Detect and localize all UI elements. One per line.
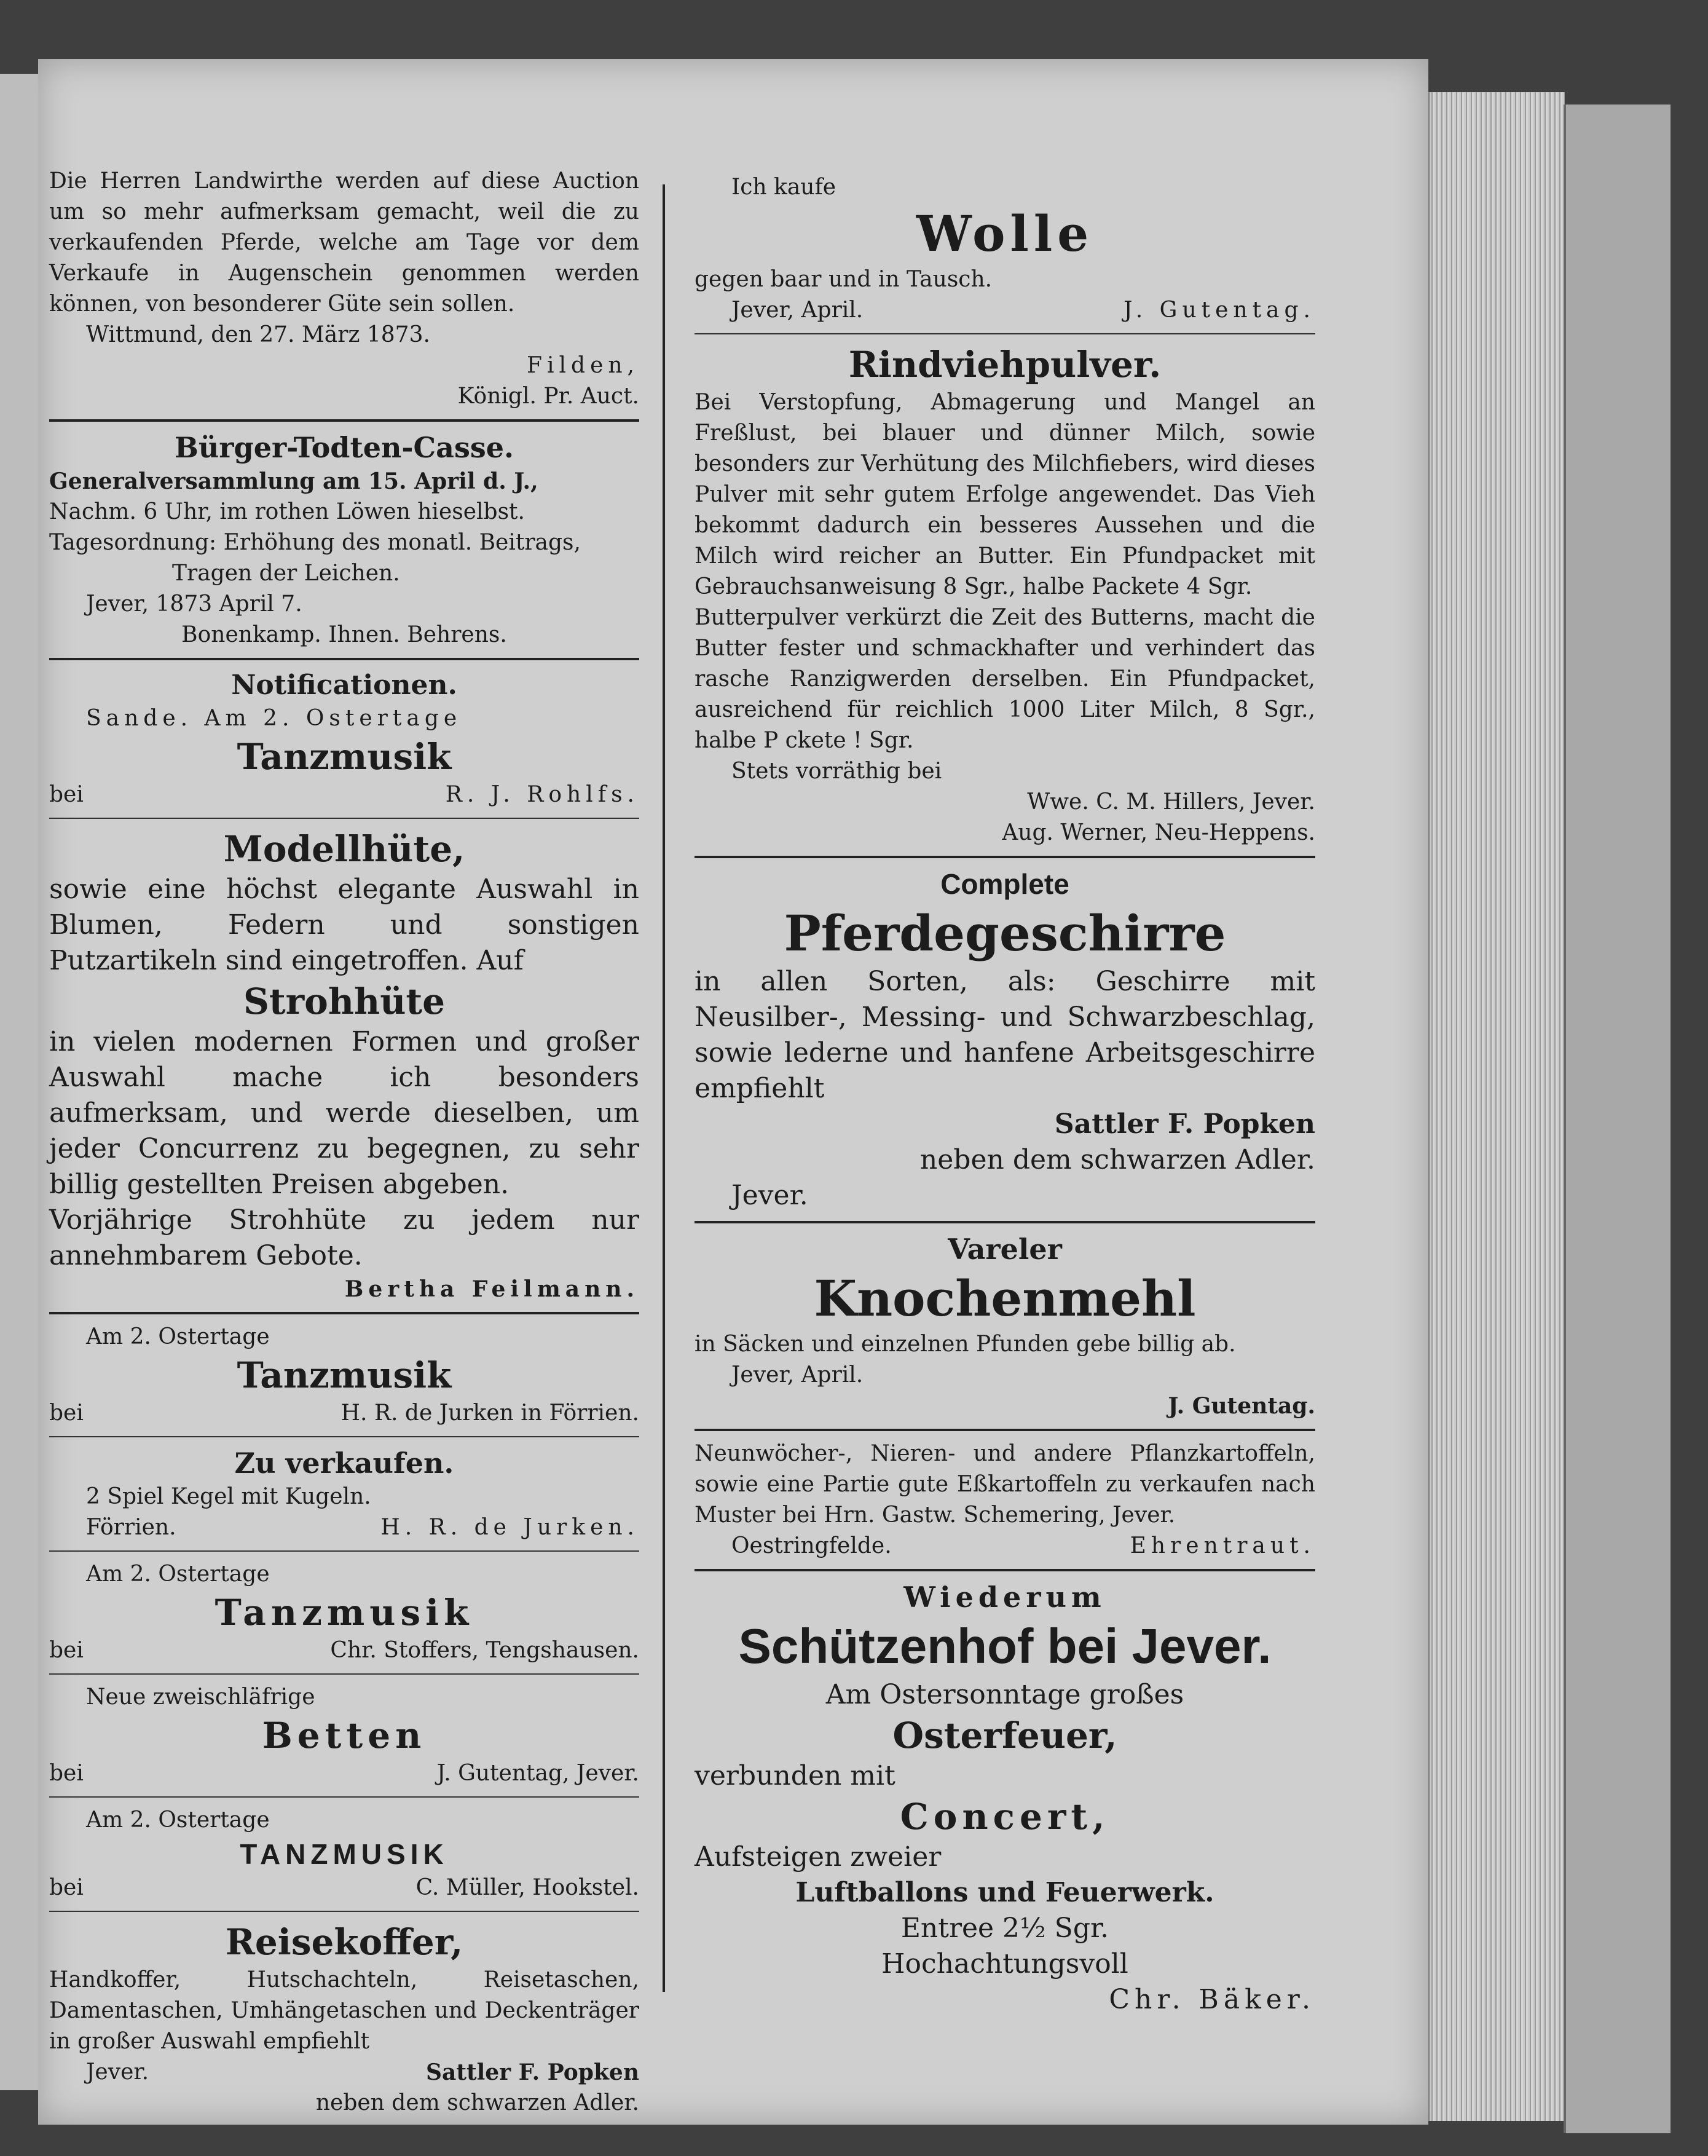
auction-date: Wittmund, den 27. März 1873.	[86, 322, 430, 347]
tanz2-title: Tanzmusik	[237, 1354, 452, 1396]
tanz4-notice	[49, 1805, 639, 1903]
kartoffel-name: Ehrentraut.	[1130, 1533, 1315, 1558]
left-column	[49, 166, 639, 2118]
koffer-addr: neben dem schwarzen Adler.	[315, 2090, 639, 2115]
divider	[695, 856, 1315, 858]
verkauf-heading: Zu verkaufen.	[234, 1447, 454, 1480]
divider	[49, 1550, 639, 1552]
knochen-place: Jever, April.	[731, 1362, 864, 1388]
rind-stock: Stets vorräthig bei	[731, 759, 942, 784]
schuetzen-line: verbunden mit	[695, 1760, 895, 1791]
cassa-line: Tagesordnung: Erhöhung des monatl. Beitrags,	[49, 530, 581, 555]
knochen-text: in Säcken und einzelnen Pfunden gebe billig ab.	[695, 1332, 1236, 1357]
schuetzen-line: Am Ostersonntage großes	[825, 1679, 1184, 1710]
geschirre-title: Pferdegeschirre	[784, 904, 1226, 962]
tanz4-day: Am 2. Ostertage	[86, 1807, 270, 1833]
cassa-line: Nachm. 6 Uhr, im rothen Löwen hieselbst.	[49, 499, 525, 524]
auction-title: Königl. Pr. Auct.	[457, 384, 639, 409]
auction-notice	[49, 166, 639, 412]
notif-title: Tanzmusik	[237, 736, 452, 778]
schuetzen-greet: Hochachtungsvoll	[881, 1948, 1128, 1980]
tanz3-day: Am 2. Ostertage	[86, 1562, 270, 1587]
divider	[49, 1436, 639, 1437]
auction-text: Die Herren Landwirthe werden auf diese Auction um so mehr aufmerksam gemacht, weil die zu verkaufenden Pferde, welche am Tage vor dem Verkaufe in Augenschein genommen werden können, von besonderer Güte sein sollen.	[49, 168, 639, 317]
notif-place: Sande. Am 2. Ostertage	[86, 706, 462, 731]
tanz3-host: Chr. Stoffers, Tengshausen.	[330, 1638, 639, 1663]
schuetzen-line: Aufsteigen zweier	[695, 1841, 942, 1873]
rind-notice	[695, 342, 1315, 848]
rind-heading: Rindviehpulver.	[848, 344, 1162, 385]
cassa-line: Tragen der Leichen.	[172, 561, 400, 586]
modell-heading: Modellhüte,	[223, 828, 465, 870]
kartoffel-place: Oestringfelde.	[731, 1533, 892, 1558]
schuetzen-feuer: Osterfeuer,	[892, 1715, 1117, 1756]
schuetzen-title: Schützenhof bei Jever.	[738, 1619, 1272, 1673]
verkauf-notice	[49, 1445, 639, 1543]
wolle-intro: Ich kaufe	[731, 175, 836, 200]
schuetzen-ballon: Luftballons und Feuerwerk.	[795, 1877, 1214, 1908]
divider	[695, 1429, 1315, 1431]
cassa-line: Generalversammlung am 15. April d. J.,	[49, 468, 538, 494]
modell-text3: Vorjährige Strohhüte zu jedem nur annehmbarem Gebote.	[49, 1204, 639, 1271]
geschirre-notice	[695, 866, 1315, 1214]
divider	[49, 419, 639, 422]
koffer-notice	[49, 1919, 639, 2118]
tanz3-notice	[49, 1559, 639, 1666]
bei-label: bei	[49, 1638, 84, 1663]
auction-name: Filden,	[527, 353, 639, 378]
geschirre-addr: neben dem schwarzen Adler.	[919, 1144, 1315, 1175]
betten-notice	[49, 1682, 639, 1789]
divider	[695, 1569, 1315, 1571]
bei-label: bei	[49, 1761, 84, 1786]
schuetzen-name: Chr. Bäker.	[1109, 1984, 1315, 2015]
column-divider	[663, 184, 665, 1992]
knochen-title: Knochenmehl	[814, 1270, 1196, 1327]
knochen-pre: Vareler	[948, 1233, 1062, 1266]
schuetzen-entree: Entree 2½ Sgr.	[900, 1913, 1109, 1944]
koffer-text: Handkoffer, Hutschachteln, Reisetaschen, Damentaschen, Umhängetaschen und Deckenträger in großer Auswahl empfiehlt	[49, 1967, 639, 2054]
cassa-heading: Bürger-Todten-Casse.	[174, 431, 514, 464]
wolle-place: Jever, April.	[731, 298, 864, 323]
geschirre-name: Sattler F. Popken	[1054, 1108, 1315, 1140]
divider	[49, 658, 639, 660]
koffer-name: Sattler F. Popken	[426, 2059, 639, 2085]
modell-text: sowie eine höchst elegante Auswahl in Blumen, Federn und sonstigen Putzartikeln sind eingetroffen. Auf	[49, 874, 639, 976]
bei-label: bei	[49, 1400, 84, 1426]
tanz2-day: Am 2. Ostertage	[86, 1324, 270, 1349]
wolle-text: gegen baar und in Tausch.	[695, 267, 993, 292]
divider	[695, 1221, 1315, 1223]
tanz3-title: Tanzmusik	[214, 1592, 474, 1633]
geschirre-place: Jever.	[731, 1180, 808, 1211]
verkauf-text: 2 Spiel Kegel mit Kugeln.	[86, 1484, 371, 1509]
divider	[49, 1796, 639, 1798]
divider	[49, 1673, 639, 1675]
verkauf-name: H. R. de Jurken.	[380, 1515, 639, 1540]
tanz2-notice	[49, 1322, 639, 1429]
divider	[49, 1312, 639, 1314]
kartoffel-notice	[695, 1439, 1315, 1562]
schuetzen-notice	[695, 1579, 1315, 2018]
divider	[49, 1911, 639, 1912]
betten-intro: Neue zweischläfrige	[86, 1684, 315, 1710]
cassa-notice	[49, 429, 639, 650]
notif-heading: Notificationen.	[231, 669, 457, 701]
geschirre-text: in allen Sorten, als: Geschirre mit Neusilber-, Messing- und Schwarzbeschlag, sowie lederne und hanfene Arbeitsgeschirre empfiehlt	[695, 966, 1315, 1104]
betten-title: Betten	[262, 1715, 427, 1756]
cassa-names: Bonenkamp. Ihnen. Behrens.	[181, 622, 507, 647]
tanz2-host: H. R. de Jurken in Förrien.	[340, 1400, 639, 1426]
cassa-date: Jever, 1873 April 7.	[86, 591, 302, 617]
divider	[695, 333, 1315, 334]
rind-seller: Wwe. C. M. Hillers, Jever.	[1027, 789, 1315, 815]
schuetzen-pre: Wiederum	[903, 1581, 1106, 1614]
knochen-name: J. Gutentag.	[1168, 1393, 1315, 1419]
rind-seller: Aug. Werner, Neu-Heppens.	[1002, 820, 1315, 845]
tanz4-title: TANZMUSIK	[240, 1838, 449, 1870]
knochen-notice	[695, 1231, 1315, 1421]
divider	[49, 818, 639, 819]
modell-text2: in vielen modernen Formen und großer Auswahl mache ich besonders aufmerksam, und werde dieselben, um jeder Concurrenz zu begegnen, zu sehr billig gestellten Preisen abgeben.	[49, 1026, 639, 1200]
tanz4-host: C. Müller, Hookstel.	[415, 1875, 639, 1900]
bei-label: bei	[49, 1875, 84, 1900]
modell-notice	[49, 826, 639, 1305]
schuetzen-concert: Concert,	[900, 1796, 1110, 1838]
wolle-title: Wolle	[916, 205, 1094, 263]
kartoffel-text: Neunwöcher-, Nieren- und andere Pflanzkartoffeln, sowie eine Partie gute Eßkartoffeln zu verkaufen nach Muster bei Hrn. Gastw. Schemering, Jever.	[695, 1441, 1315, 1528]
previous-page-edge	[0, 74, 40, 2090]
notif-host: R. J. Rohlfs.	[445, 782, 639, 807]
page-edges	[1428, 92, 1565, 2121]
wolle-name: J. Gutentag.	[1124, 298, 1315, 323]
geschirre-pre: Complete	[940, 868, 1069, 900]
modell-name: Bertha Feilmann.	[344, 1276, 639, 1302]
koffer-heading: Reisekoffer,	[225, 1921, 463, 1963]
bei-label: bei	[49, 782, 84, 807]
wolle-notice	[695, 172, 1315, 326]
rind-text2: Butterpulver verkürzt die Zeit des Butterns, macht die Butter fester und schmackhafter und verhindert das rasche Ranzigwerden derselben. Ein Pfundpacket, ausreichend für reichlich 1000 Liter Milch, 8 Sgr., halbe P ckete ! Sgr.	[695, 605, 1315, 753]
modell-heading2: Strohhüte	[243, 981, 446, 1022]
koffer-place: Jever.	[86, 2059, 149, 2085]
rind-text: Bei Verstopfung, Abmagerung und Mangel an Freßlust, bei blauer und dünner Milch, sowie besonders zur Verhütung des Milchfiebers, wird dieses Pulver mit sehr gutem Erfolge angewendet. Das Vieh bekommt dadurch ein besseres Aussehen und die Milch wird reicher an Butter. Ein Pfundpacket mit Gebrauchsanweisung 8 Sgr., halbe Packete 4 Sgr.	[695, 390, 1315, 599]
betten-host: J. Gutentag, Jever.	[436, 1761, 639, 1786]
book-cover	[1564, 105, 1671, 2133]
verkauf-place: Förrien.	[86, 1515, 176, 1540]
right-column	[695, 172, 1315, 2018]
notif-notice	[49, 668, 639, 810]
